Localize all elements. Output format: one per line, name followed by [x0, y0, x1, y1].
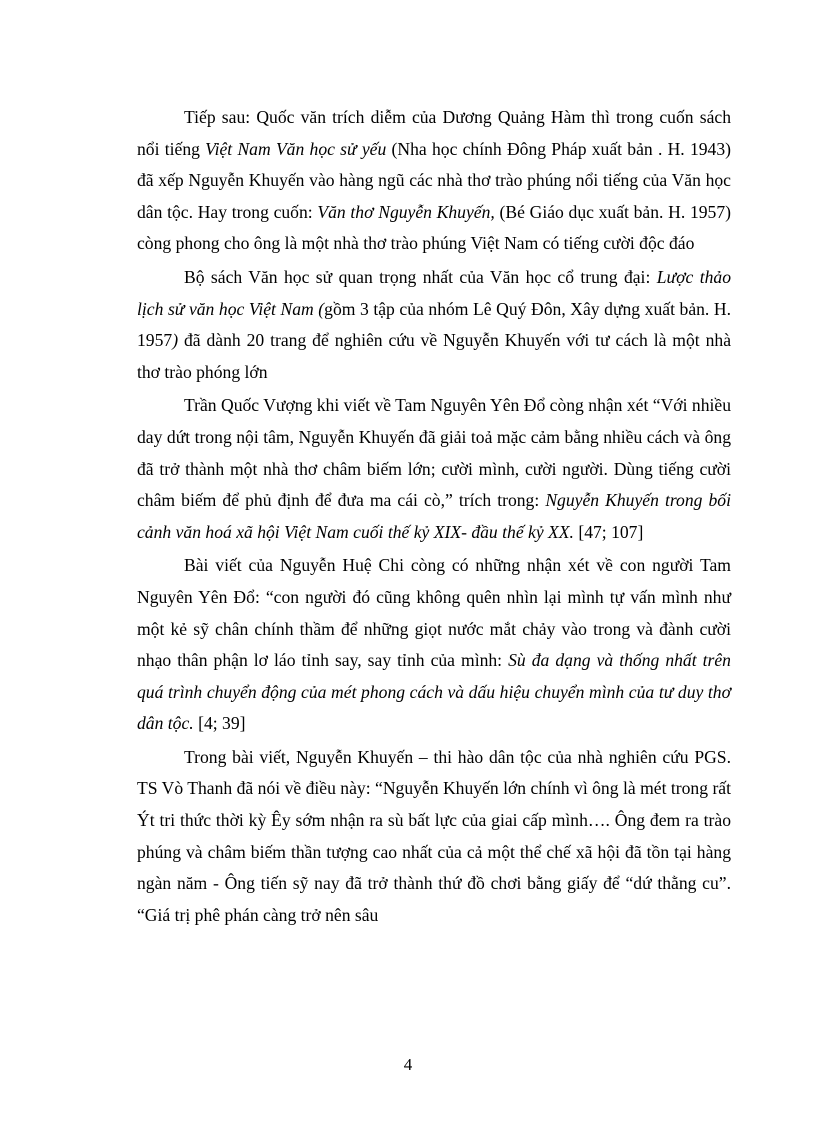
paragraph: Trần Quốc Vượng khi viết về Tam Nguyên Yên Đổ còng nhận xét “Với nhiều day dứt trong nội tâm, Nguyễn Khuyến đã giải toả mặc cảm bằng nhiều cách và ông đã trở thành một nhà thơ châm biếm lớn; cười mình, cười người. Dùng tiếng cười châm biếm để phủ định để đưa ma cái cò,” trích trong: Nguyễn Khuyến trong bối cảnh văn hoá xã hội Việt Nam cuối thế kỷ XIX- đầu thế kỷ XX. [47; 107]: [137, 395, 731, 542]
body-text: [137, 102, 731, 933]
page-number: 4: [403, 1055, 413, 1074]
paragraph: Trong bài viết, Nguyễn Khuyến – thi hào dân tộc của nhà nghiên cứu PGS. TS Vò Thanh đã nói về điều này: “Nguyễn Khuyến lớn chính vì ông là mét trong rất Ýt tri thức thời kỳ Êy sớm nhận ra sù bất lực của giai cấp mình…. Ông đem ra trào phúng và châm biếm thần tượng cao nhất của cả một thể chế xã hội đã tồn tại hàng ngàn năm - Ông tiến sỹ nay đã trở thành thứ đồ chơi bằng giấy để “dứ thằng cu”. “Giá trị phê phán càng trở nên sâu: [137, 746, 731, 925]
paragraph: Bài viết của Nguyễn Huệ Chi còng có những nhận xét về con người Tam Nguyên Yên Đổ: “con người đó cũng không quên nhìn lại mình tự vấn mình như một kẻ sỹ chân chính thầm để những giọt nước mắt chảy vào trong và đành cười nhạo thân phận lơ láo tỉnh say, say tỉnh của mình: Sù đa dạng và thống nhất trên quá trình chuyển động của mét phong cách và dấu hiệu chuyển mình của tư duy thơ dân tộc. [4; 39]: [137, 555, 731, 734]
paragraph: Bộ sách Văn học sử quan trọng nhất của Văn học cổ trung đại: Lược thảo lịch sử văn học Việt Nam (gồm 3 tập của nhóm Lê Quý Đôn, Xây dựng xuất bản. H. 1957) đã dành 20 trang để nghiên cứu về Nguyễn Khuyến với tư cách là một nhà thơ trào phóng lớn: [137, 266, 731, 382]
paragraph: Tiếp sau: Quốc văn trích diễm của Dương Quảng Hàm thì trong cuốn sách nổi tiếng Việt Nam Văn học sử yếu (Nha học chính Đông Pháp xuất bản . H. 1943) đã xếp Nguyễn Khuyến vào hàng ngũ các nhà thơ trào phúng nổi tiếng của Văn học dân tộc. Hay trong cuốn: Văn thơ Nguyễn Khuyến, (Bé Giáo dục xuất bản. H. 1957) còng phong cho ông là một nhà thơ trào phúng Việt Nam có tiếng cười độc đáo: [137, 107, 731, 254]
